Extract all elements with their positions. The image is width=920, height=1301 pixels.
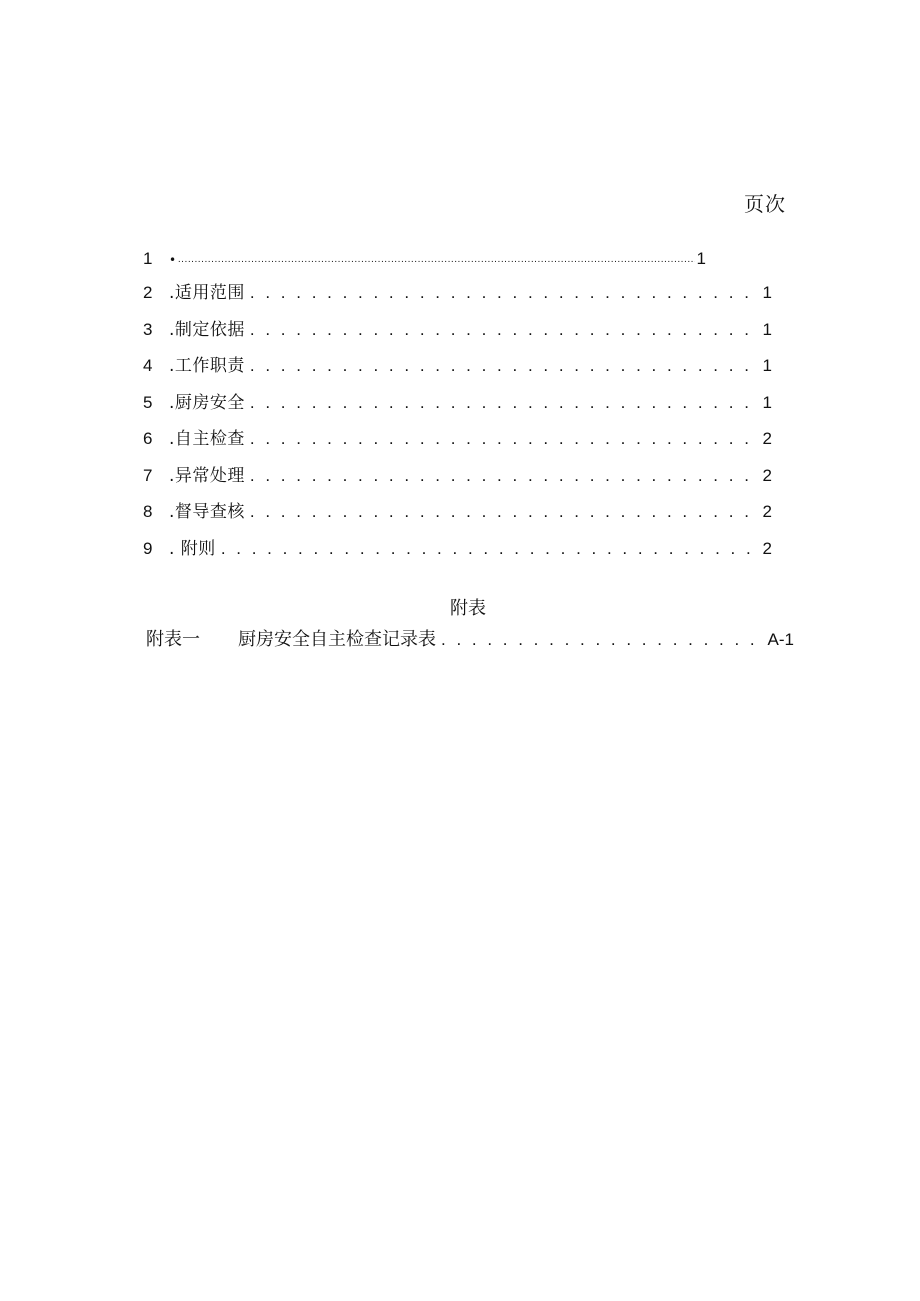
toc-item-title: •: [169, 253, 177, 267]
toc-leader-dots: [245, 354, 761, 378]
toc-leader-dots: [436, 628, 766, 652]
toc-leader-dots: [245, 281, 761, 305]
toc-item-page: 2: [762, 466, 772, 485]
toc-item-page: 1: [762, 320, 772, 339]
toc-leader-dots: [245, 464, 761, 488]
toc-item-number: 7: [143, 466, 153, 485]
toc-item-title: .制定依据: [169, 320, 245, 340]
toc-item: [143, 281, 772, 305]
toc-item-number: 9: [143, 539, 153, 558]
toc-item-page: 2: [762, 429, 772, 448]
toc-item-title: . 附则: [169, 539, 216, 559]
toc-item-page: 1: [696, 249, 706, 268]
toc-item-title: .异常处理: [169, 466, 245, 486]
toc-item: [143, 500, 772, 524]
toc-item-page: 1: [762, 283, 772, 302]
toc-item-number: 8: [143, 502, 153, 521]
appendix-item-label: 附表一: [146, 629, 200, 650]
toc-item-title: .厨房安全: [169, 393, 245, 413]
page-label: 页次: [744, 192, 786, 216]
toc-leader-dots: [177, 250, 695, 271]
toc-item-number: 1: [143, 249, 153, 268]
toc-item-title: .督导查核: [169, 502, 245, 522]
toc-item-title: .工作职责: [169, 356, 245, 376]
toc-item-title: .自主检查: [169, 429, 245, 449]
toc-leader-dots: [216, 537, 761, 561]
toc-item: [143, 354, 772, 378]
toc-leader-dots: [245, 500, 761, 524]
toc-item: [143, 427, 772, 451]
toc-item-page: 1: [762, 393, 772, 412]
appendix-item-title: 厨房安全自主检查记录表: [238, 629, 436, 650]
toc-item: [143, 247, 706, 271]
appendix-heading: 附表: [450, 598, 486, 619]
toc-leader-dots: [245, 391, 761, 415]
toc-item-number: 4: [143, 356, 153, 375]
toc-item-number: 5: [143, 393, 153, 412]
appendix-item-page: A-1: [767, 630, 794, 649]
toc-item-page: 2: [762, 502, 772, 521]
toc-item: [143, 391, 772, 415]
toc-item-title: .适用范围: [169, 283, 245, 303]
appendix-item: [146, 628, 794, 652]
toc-item-page: 2: [762, 539, 772, 558]
toc-item-number: 6: [143, 429, 153, 448]
toc-leader-dots: [245, 318, 761, 342]
toc-leader-dots: [245, 427, 761, 451]
toc-item: [143, 537, 772, 561]
toc-item-page: 1: [762, 356, 772, 375]
toc-item: [143, 464, 772, 488]
toc-item: [143, 318, 772, 342]
toc-item-number: 3: [143, 320, 153, 339]
toc-item-number: 2: [143, 283, 153, 302]
